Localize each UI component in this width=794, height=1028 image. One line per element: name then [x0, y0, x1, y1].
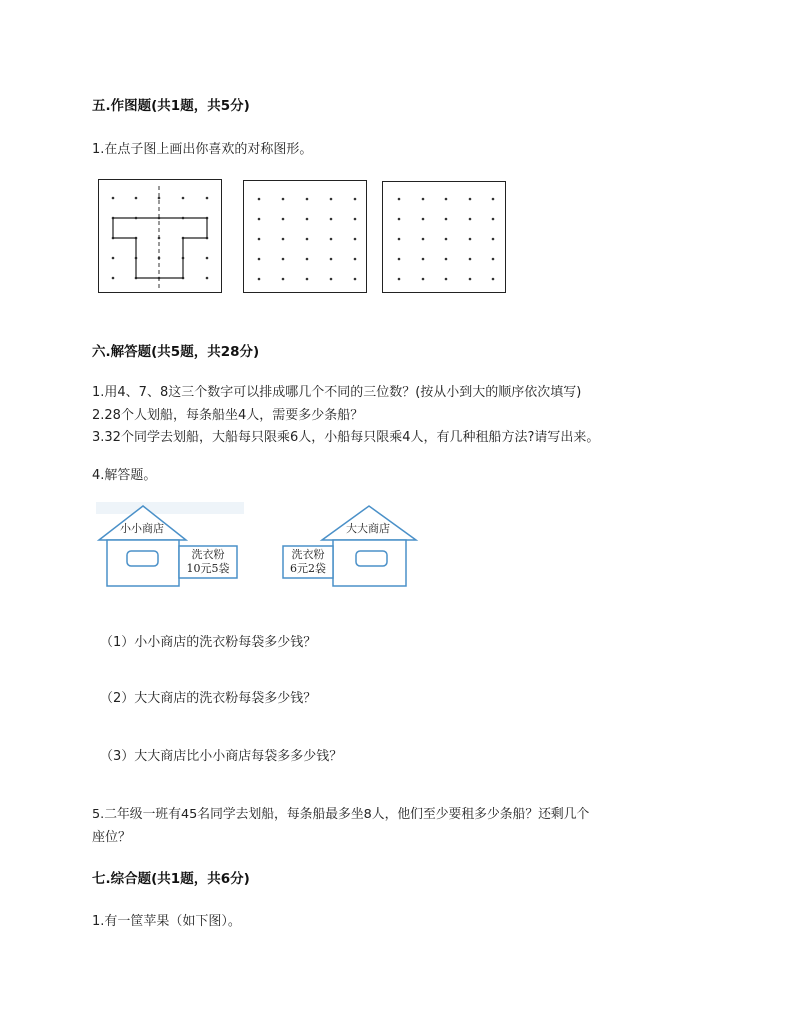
big-store-price-sign — [283, 548, 333, 576]
section6-question-5-line1: 5.二年级一班有45名同学去划船，每条船最多坐8人，他们至少要租多少条船？还剩几个 — [92, 807, 590, 822]
section6-question-3: 3.32个同学去划船，大船每只限乘6人，小船每只限乘4人，有几种租船方法?请写出来。 — [92, 430, 600, 445]
section6-subquestion-1: （1）小小商店的洗衣粉每袋多少钱？ — [100, 635, 317, 650]
dot-grid-blank-2-dots — [383, 182, 507, 294]
big-store-illustration — [280, 500, 420, 592]
section6-subquestion-3: （3）大大商店比小小商店每袋多多少钱？ — [100, 749, 343, 764]
section7-heading: 七.综合题(共1题，共6分) — [92, 871, 250, 887]
big-store-name: 大大商店 — [346, 522, 390, 535]
section6-question-5-line2: 座位？ — [92, 830, 132, 845]
section6-question-4: 4.解答题。 — [92, 468, 157, 483]
section6-heading: 六.解答题(共5题，共28分) — [92, 344, 260, 360]
section5-heading: 五.作图题(共1题，共5分) — [92, 98, 250, 114]
dot-grid-example — [98, 179, 222, 293]
section6-question-1: 1.用4、7、8这三个数字可以排成哪几个不同的三位数？(按从小到大的顺序依次填写) — [92, 385, 582, 400]
dot-grid-blank-1[interactable] — [243, 180, 367, 293]
dot-grid-example-figure — [99, 180, 223, 294]
small-store-name: 小小商店 — [120, 522, 164, 535]
section7-question-1: 1.有一筐苹果（如下图）。 — [92, 914, 241, 929]
dot-grid-blank-1-dots — [244, 181, 368, 294]
big-store-drawing — [280, 500, 420, 592]
big-store-sign-product: 洗衣粉 — [291, 548, 325, 561]
small-store-illustration — [96, 500, 244, 592]
small-store-drawing — [96, 500, 244, 592]
section6-subquestion-2: （2）大大商店的洗衣粉每袋多少钱？ — [100, 691, 317, 706]
big-store-sign-price: 6元2袋 — [290, 562, 326, 575]
small-store-price-sign — [179, 548, 237, 576]
section6-question-2: 2.28个人划船，每条船坐4人，需要多少条船？ — [92, 408, 364, 423]
dot-grid-blank-2[interactable] — [382, 181, 506, 293]
small-store-sign-price: 10元5袋 — [186, 562, 230, 575]
section5-question-1: 1.在点子图上画出你喜欢的对称图形。 — [92, 142, 313, 157]
small-store-sign-product: 洗衣粉 — [191, 548, 225, 561]
